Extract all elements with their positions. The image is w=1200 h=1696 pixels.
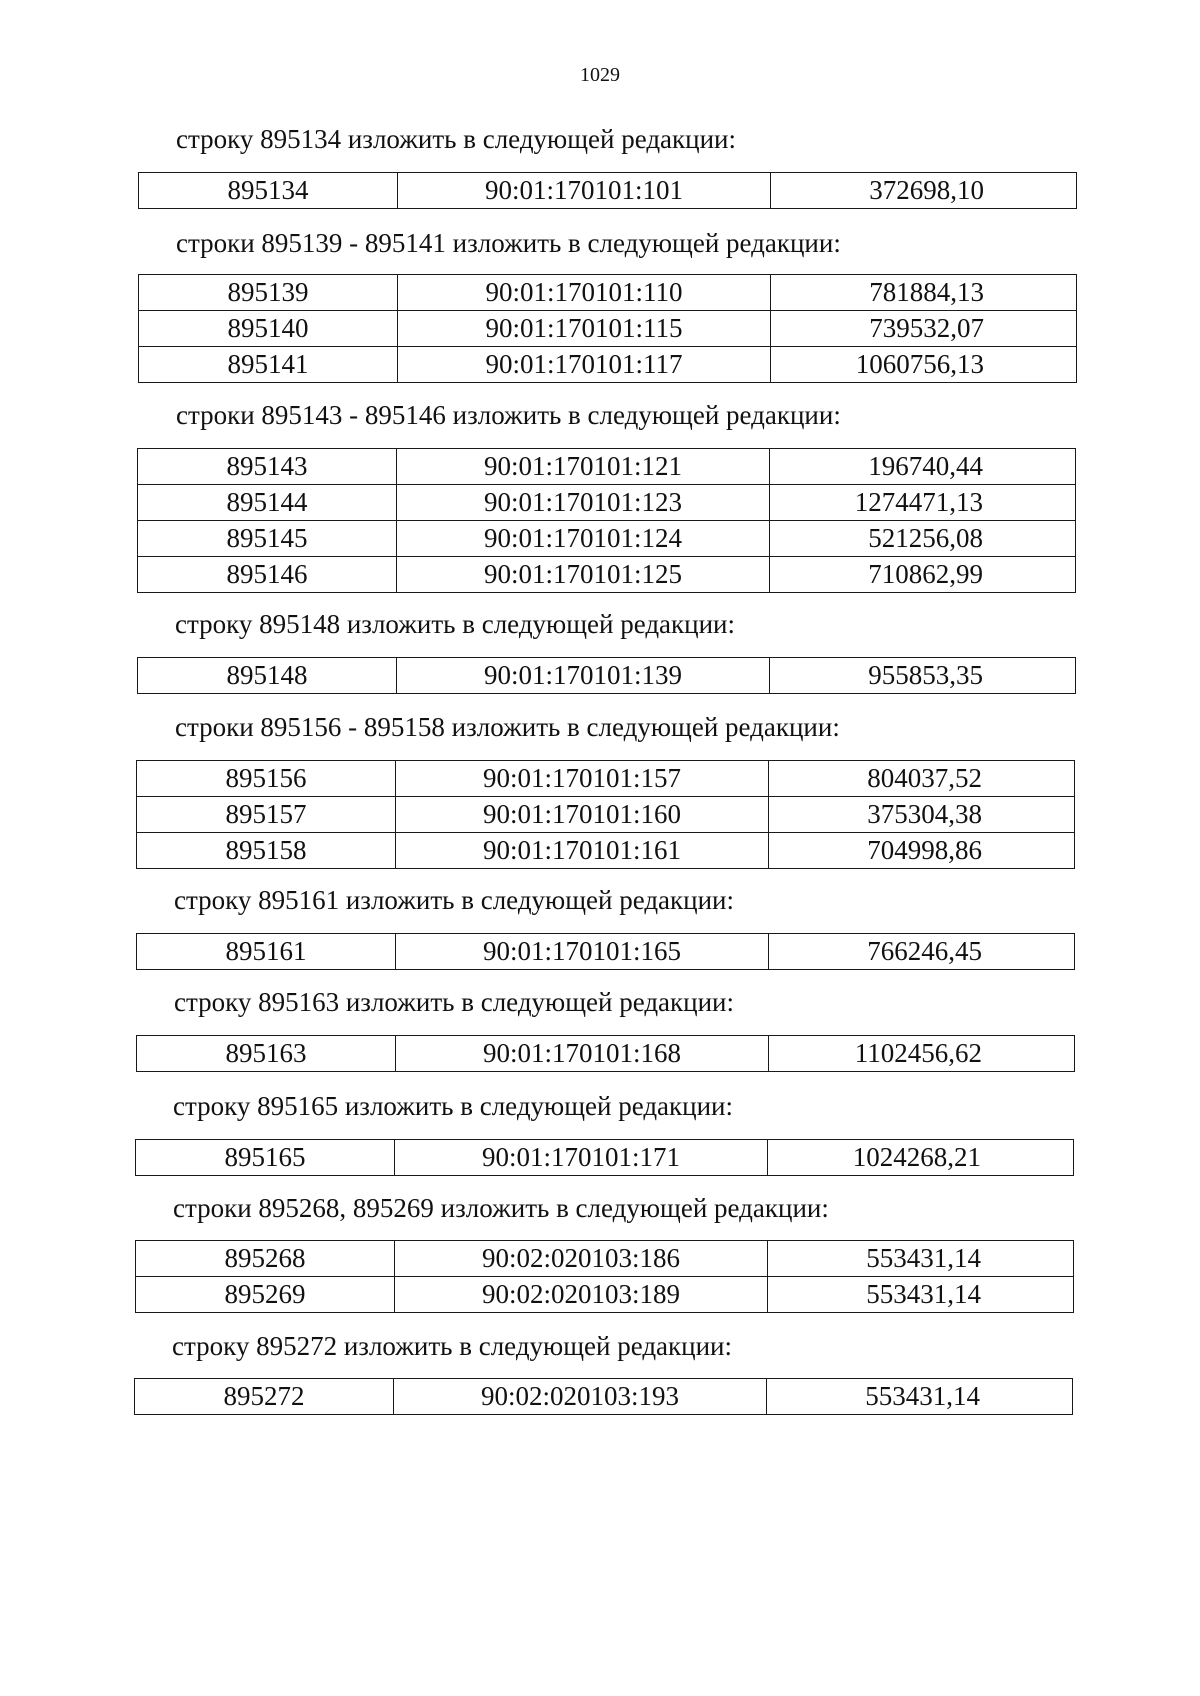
table-row <box>138 485 1076 521</box>
row-number-cell: 895143 <box>138 449 397 485</box>
cadastral-number-cell: 90:01:170101:165 <box>396 934 769 970</box>
cadastral-number-cell: 90:01:170101:157 <box>396 761 769 797</box>
row-number-cell: 895268 <box>136 1241 395 1277</box>
cadastral-number-cell: 90:02:020103:189 <box>395 1277 768 1313</box>
value-cell: 1060756,13 <box>771 347 1077 383</box>
amendment-table <box>134 1378 1073 1415</box>
value-cell: 553431,14 <box>768 1241 1074 1277</box>
amendment-instruction: строку 895134 изложить в следующей редакции: <box>176 124 737 154</box>
row-number-cell: 895272 <box>135 1379 394 1415</box>
amendment-instruction: строку 895165 изложить в следующей редакции: <box>173 1091 734 1121</box>
cadastral-number-cell: 90:01:170101:123 <box>397 485 770 521</box>
value-cell: 766246,45 <box>769 934 1075 970</box>
cadastral-number-cell: 90:02:020103:186 <box>395 1241 768 1277</box>
cadastral-number-cell: 90:01:170101:168 <box>396 1036 769 1072</box>
table-row <box>139 311 1077 347</box>
table-row <box>138 449 1076 485</box>
value-cell: 781884,13 <box>771 275 1077 311</box>
amendment-instruction: строку 895148 изложить в следующей редакции: <box>175 609 736 639</box>
table-row <box>136 1140 1074 1176</box>
value-cell: 804037,52 <box>769 761 1075 797</box>
value-cell: 196740,44 <box>770 449 1076 485</box>
value-cell: 553431,14 <box>767 1379 1073 1415</box>
amendment-table <box>136 760 1075 869</box>
table-row <box>138 557 1076 593</box>
value-cell: 710862,99 <box>770 557 1076 593</box>
table-row <box>137 1036 1075 1072</box>
value-cell: 372698,10 <box>771 173 1077 209</box>
table-row <box>138 521 1076 557</box>
value-cell: 1024268,21 <box>768 1140 1074 1176</box>
amendment-instruction: строки 895139 - 895141 изложить в следующей редакции: <box>176 228 841 258</box>
table-row <box>137 833 1075 869</box>
value-cell: 1102456,62 <box>769 1036 1075 1072</box>
row-number-cell: 895139 <box>139 275 398 311</box>
row-number-cell: 895163 <box>137 1036 396 1072</box>
amendment-instruction: строки 895268, 895269 изложить в следующей редакции: <box>173 1193 829 1223</box>
row-number-cell: 895161 <box>137 934 396 970</box>
amendment-table <box>136 1035 1075 1072</box>
cadastral-number-cell: 90:01:170101:115 <box>398 311 771 347</box>
page-number: 1029 <box>580 64 620 86</box>
amendment-instruction: строки 895156 - 895158 изложить в следующей редакции: <box>175 712 840 742</box>
cadastral-number-cell: 90:01:170101:101 <box>398 173 771 209</box>
table-row <box>137 934 1075 970</box>
row-number-cell: 895141 <box>139 347 398 383</box>
cadastral-number-cell: 90:01:170101:110 <box>398 275 771 311</box>
value-cell: 955853,35 <box>770 658 1076 694</box>
cadastral-number-cell: 90:02:020103:193 <box>394 1379 767 1415</box>
table-row <box>137 761 1075 797</box>
table-row <box>139 173 1077 209</box>
amendment-table <box>138 274 1077 383</box>
cadastral-number-cell: 90:01:170101:121 <box>397 449 770 485</box>
row-number-cell: 895140 <box>139 311 398 347</box>
row-number-cell: 895145 <box>138 521 397 557</box>
cadastral-number-cell: 90:01:170101:124 <box>397 521 770 557</box>
row-number-cell: 895165 <box>136 1140 395 1176</box>
value-cell: 553431,14 <box>768 1277 1074 1313</box>
row-number-cell: 895158 <box>137 833 396 869</box>
value-cell: 375304,38 <box>769 797 1075 833</box>
cadastral-number-cell: 90:01:170101:171 <box>395 1140 768 1176</box>
amendment-instruction: строки 895143 - 895146 изложить в следующей редакции: <box>176 400 841 430</box>
amendment-table <box>137 657 1076 694</box>
amendment-instruction: строку 895272 изложить в следующей редакции: <box>172 1331 733 1361</box>
table-row <box>139 347 1077 383</box>
row-number-cell: 895144 <box>138 485 397 521</box>
cadastral-number-cell: 90:01:170101:160 <box>396 797 769 833</box>
amendment-instruction: строку 895161 изложить в следующей редакции: <box>174 885 735 915</box>
row-number-cell: 895157 <box>137 797 396 833</box>
table-row <box>136 1277 1074 1313</box>
cadastral-number-cell: 90:01:170101:161 <box>396 833 769 869</box>
amendment-table <box>136 933 1075 970</box>
table-row <box>138 658 1076 694</box>
amendment-table <box>138 172 1077 209</box>
cadastral-number-cell: 90:01:170101:125 <box>397 557 770 593</box>
cadastral-number-cell: 90:01:170101:139 <box>397 658 770 694</box>
table-row <box>139 275 1077 311</box>
table-row <box>137 797 1075 833</box>
value-cell: 704998,86 <box>769 833 1075 869</box>
amendment-table <box>137 448 1076 593</box>
row-number-cell: 895156 <box>137 761 396 797</box>
row-number-cell: 895146 <box>138 557 397 593</box>
cadastral-number-cell: 90:01:170101:117 <box>398 347 771 383</box>
amendment-table <box>135 1240 1074 1313</box>
value-cell: 521256,08 <box>770 521 1076 557</box>
row-number-cell: 895148 <box>138 658 397 694</box>
value-cell: 1274471,13 <box>770 485 1076 521</box>
amendment-table <box>135 1139 1074 1176</box>
value-cell: 739532,07 <box>771 311 1077 347</box>
table-row <box>135 1379 1073 1415</box>
table-row <box>136 1241 1074 1277</box>
row-number-cell: 895134 <box>139 173 398 209</box>
amendment-instruction: строку 895163 изложить в следующей редакции: <box>174 987 735 1017</box>
row-number-cell: 895269 <box>136 1277 395 1313</box>
